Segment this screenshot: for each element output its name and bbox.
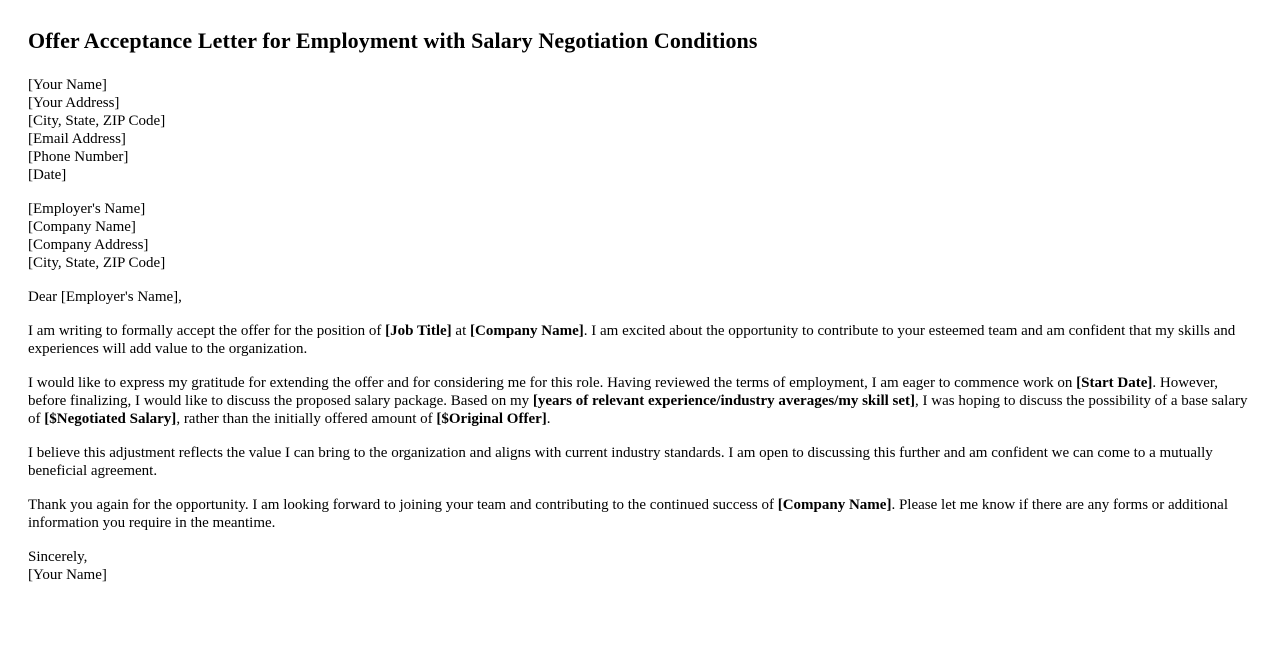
company-city-state-zip: [City, State, ZIP Code] xyxy=(28,255,166,271)
paragraph-text: Thank you again for the opportunity. I am looking forward to joining your team and contributing to the continued success of xyxy=(28,497,778,513)
paragraph-text: . However, before finalizing, I would like to discuss the proposed salary package. Based on my xyxy=(28,375,1218,409)
placeholder-original-offer: [$Original Offer] xyxy=(436,411,547,427)
page-title: Offer Acceptance Letter for Employment with Salary Negotiation Conditions xyxy=(28,28,758,53)
paragraph-thanks xyxy=(28,496,1250,532)
paragraph-text: I believe this adjustment reflects the value I can bring to the organization and aligns with current industry standards. I am open to discussing this further and am confident we can come to a mutually beneficial agreement. xyxy=(28,445,1213,479)
paragraph-text: . xyxy=(546,411,551,427)
paragraph-text: I am writing to formally accept the offer for the position of xyxy=(28,323,386,339)
sender-name: [Your Name] xyxy=(28,77,107,93)
paragraph-acceptance xyxy=(28,322,1250,358)
salutation: Dear [Employer's Name], xyxy=(28,289,182,305)
letter-date: [Date] xyxy=(28,167,67,183)
sender-city-state-zip: [City, State, ZIP Code] xyxy=(28,113,166,129)
paragraph-text: , I was hoping to discuss the possibility of a base salary of xyxy=(28,393,1248,427)
placeholder-negotiated-salary: [$Negotiated Salary] xyxy=(44,411,177,427)
placeholder-company-name: [Company Name] xyxy=(777,497,892,513)
sender-address-block xyxy=(28,76,1250,184)
placeholder-start-date: [Start Date] xyxy=(1076,375,1153,391)
paragraph-text: . Please let me know if there are any forms or additional information you require in the meantime. xyxy=(28,497,1229,531)
company-address: [Company Address] xyxy=(28,237,149,253)
placeholder-experience: [years of relevant experience/industry averages/my skill set] xyxy=(532,393,916,409)
sender-email: [Email Address] xyxy=(28,131,126,147)
paragraph-text: I would like to express my gratitude for extending the offer and for considering me for this role. Having reviewed the terms of employment, I am eager to commence work on xyxy=(28,375,1077,391)
closing-block xyxy=(28,548,1250,584)
signature-name: [Your Name] xyxy=(28,567,107,583)
placeholder-company-name: [Company Name] xyxy=(470,323,584,339)
company-name: [Company Name] xyxy=(28,219,136,235)
sender-address: [Your Address] xyxy=(28,95,120,111)
paragraph-text: , rather than the initially offered amount of xyxy=(176,411,437,427)
valediction: Sincerely, xyxy=(28,549,88,565)
placeholder-job-title: [Job Title] xyxy=(385,323,452,339)
recipient-address-block xyxy=(28,200,1250,272)
employer-name: [Employer's Name] xyxy=(28,201,146,217)
paragraph-salary-negotiation xyxy=(28,374,1250,428)
paragraph-justification xyxy=(28,444,1250,480)
sender-phone: [Phone Number] xyxy=(28,149,129,165)
paragraph-text: . I am excited about the opportunity to contribute to your esteemed team and am confident that my skills and experiences will add value to the organization. xyxy=(28,323,1236,357)
paragraph-text: at xyxy=(451,323,470,339)
